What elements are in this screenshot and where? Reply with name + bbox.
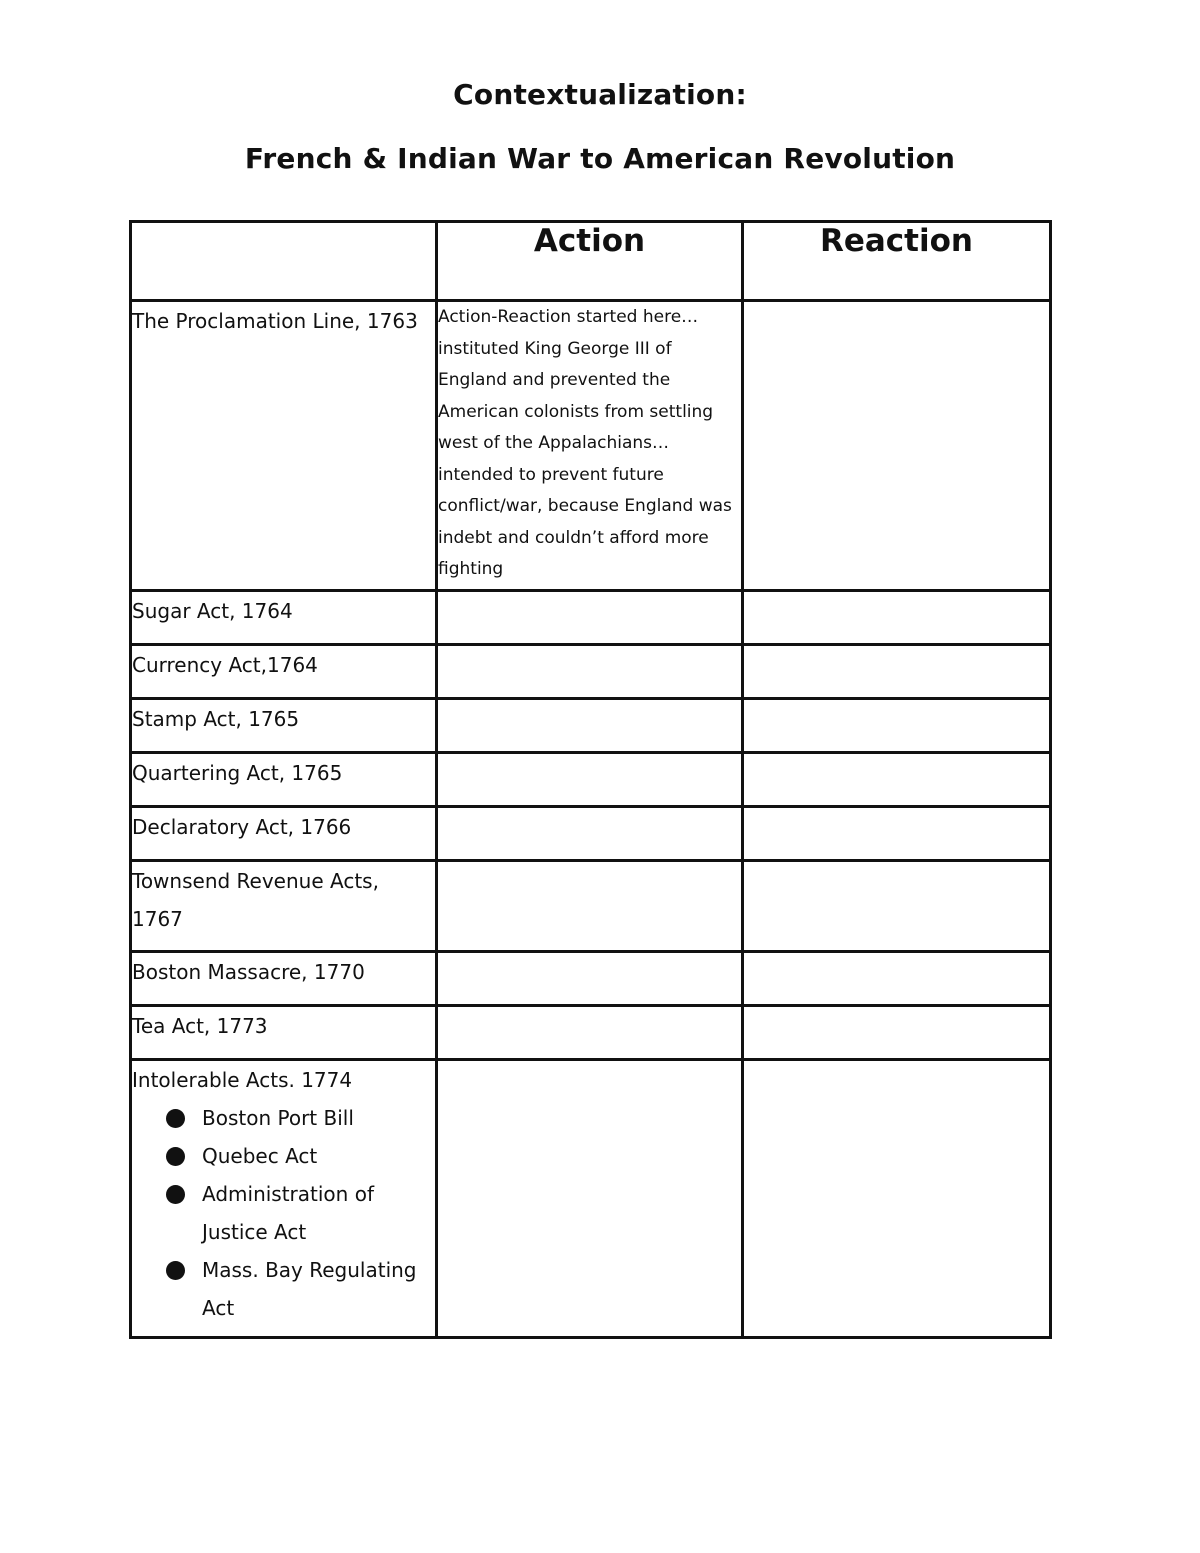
table-row [131,753,1051,807]
action-cell[interactable] [437,1006,743,1060]
bullet-icon [166,1147,185,1166]
page-title: Contextualization: [453,78,747,111]
table-row [131,861,1051,952]
table-row [131,1060,1051,1338]
action-cell[interactable] [437,699,743,753]
table-row [131,1006,1051,1060]
header-reaction: Reaction [743,222,1051,301]
bullet-icon [166,1109,185,1128]
table-row [131,301,1051,591]
action-cell[interactable] [437,807,743,861]
reaction-cell[interactable] [743,861,1051,952]
reaction-cell[interactable] [743,807,1051,861]
header-action: Action [437,222,743,301]
action-cell[interactable] [437,591,743,645]
reaction-cell[interactable] [743,753,1051,807]
reaction-cell[interactable] [743,952,1051,1006]
topic-cell: The Proclamation Line, 1763 [131,301,437,591]
reaction-cell[interactable] [743,1006,1051,1060]
topic-cell: Sugar Act, 1764 [131,591,437,645]
action-cell[interactable] [437,952,743,1006]
reaction-cell[interactable] [743,699,1051,753]
list-item [166,1099,435,1137]
topic-cell [131,1060,437,1338]
table-header-row [131,222,1051,301]
list-item-label: Boston Port Bill [202,1106,354,1130]
topic-cell: Boston Massacre, 1770 [131,952,437,1006]
page-subtitle: French & Indian War to American Revolution [244,142,956,175]
topic-cell: Declaratory Act, 1766 [131,807,437,861]
action-reaction-table [129,220,1052,1339]
list-item [166,1175,435,1251]
list-item [166,1137,435,1175]
reaction-cell[interactable] [743,301,1051,591]
bullet-icon [166,1185,185,1204]
list-item [166,1251,435,1327]
header-topic [131,222,437,301]
action-cell[interactable] [437,753,743,807]
reaction-cell[interactable] [743,645,1051,699]
action-cell[interactable]: Action-Reaction started here… instituted King George III of England and prevented the American colonists from settling west of the Appalachians… intended to prevent future conflict/war, because England was indebt and couldn’t afford more fighting [437,301,743,591]
table-row [131,699,1051,753]
reaction-cell[interactable] [743,1060,1051,1338]
action-cell[interactable] [437,861,743,952]
sub-act-list [132,1099,435,1327]
table-row [131,645,1051,699]
topic-cell: Currency Act,1764 [131,645,437,699]
topic-cell: Tea Act, 1773 [131,1006,437,1060]
action-cell[interactable] [437,645,743,699]
table-row [131,807,1051,861]
list-item-label: Quebec Act [202,1144,318,1168]
table-row [131,591,1051,645]
topic-cell: Stamp Act, 1765 [131,699,437,753]
list-item-label: Administration of Justice Act [202,1182,374,1244]
reaction-cell[interactable] [743,591,1051,645]
bullet-icon [166,1261,185,1280]
topic-cell: Townsend Revenue Acts, 1767 [131,861,437,952]
table-row [131,952,1051,1006]
topic-label: Intolerable Acts. 1774 [132,1068,353,1092]
topic-cell: Quartering Act, 1765 [131,753,437,807]
list-item-label: Mass. Bay Regulating Act [202,1258,417,1320]
action-cell[interactable] [437,1060,743,1338]
